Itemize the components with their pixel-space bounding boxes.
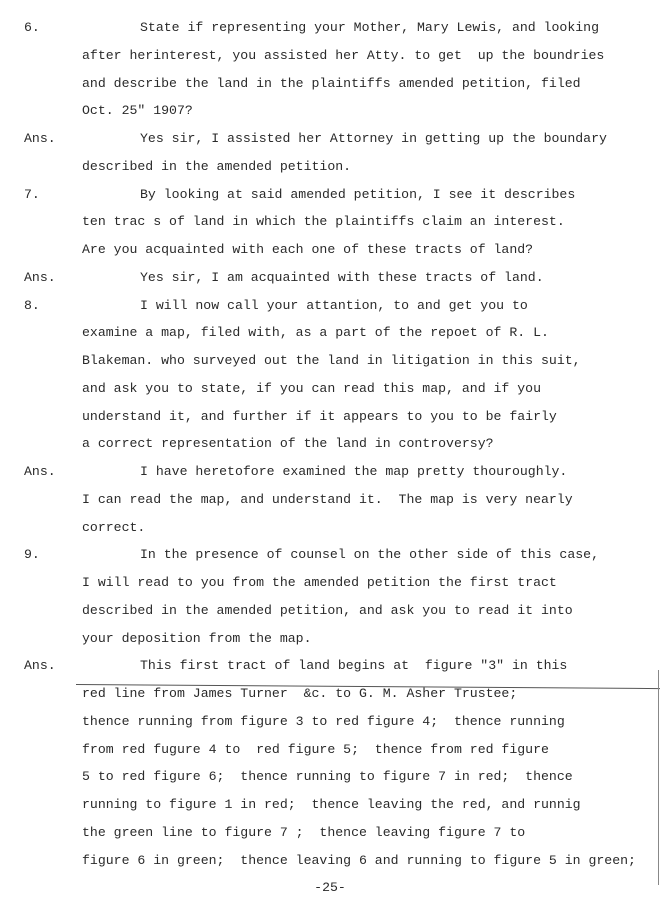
document-line bbox=[0, 187, 660, 207]
line-text: the green line to figure 7 ; thence leaving figure 7 to bbox=[82, 824, 526, 840]
question-label: 7. bbox=[24, 186, 40, 202]
document-line bbox=[0, 214, 660, 234]
line-text: State if representing your Mother, Mary Lewis, and looking bbox=[140, 20, 599, 35]
document-line bbox=[0, 742, 660, 762]
document-line bbox=[0, 270, 660, 290]
line-text: and ask you to state, if you can read this map, and if you bbox=[82, 380, 541, 396]
line-text: and describe the land in the plaintiffs amended petition, filed bbox=[82, 75, 581, 91]
question-label: Ans. bbox=[24, 131, 56, 146]
document-line bbox=[0, 131, 660, 151]
line-text: By looking at said amended petition, I see it describes bbox=[140, 186, 576, 202]
document-line bbox=[0, 20, 660, 40]
document-line bbox=[0, 603, 660, 623]
line-text: Yes sir, I assisted her Attorney in getting up the boundary bbox=[140, 131, 607, 146]
question-label: 8. bbox=[24, 297, 40, 313]
document-line bbox=[0, 298, 660, 318]
line-text: In the presence of counsel on the other side of this case, bbox=[140, 547, 599, 563]
document-line bbox=[0, 658, 660, 678]
line-text: examine a map, filed with, as a part of the repoet of R. L. bbox=[82, 325, 549, 341]
document-line bbox=[0, 409, 660, 429]
line-text: This first tract of land begins at figure "3" in this bbox=[140, 658, 568, 674]
line-text: described in the amended petition. bbox=[82, 158, 352, 174]
line-text: understand it, and further if it appears to you to be fairly bbox=[82, 408, 557, 424]
document-line bbox=[0, 103, 660, 123]
document-line bbox=[0, 48, 660, 68]
document-line bbox=[0, 436, 660, 456]
line-text: Yes sir, I am acquainted with these tracts of land. bbox=[140, 269, 544, 285]
line-text: from red fugure 4 to red figure 5; thence from red figure bbox=[82, 741, 549, 757]
document-line bbox=[0, 325, 660, 345]
document-line bbox=[0, 492, 660, 512]
line-text: ten trac s of land in which the plaintiffs claim an interest. bbox=[82, 214, 565, 230]
document-line bbox=[0, 686, 660, 706]
document-line bbox=[0, 159, 660, 179]
document-line bbox=[0, 381, 660, 401]
question-label: Ans. bbox=[24, 464, 56, 479]
line-text: thence running from figure 3 to red figure 4; thence running bbox=[82, 713, 565, 729]
line-text: 5 to red figure 6; thence running to figure 7 in red; thence bbox=[82, 769, 573, 785]
line-text: after herinterest, you assisted her Atty. to get up the boundries bbox=[82, 47, 605, 63]
line-text: your deposition from the map. bbox=[82, 630, 312, 646]
document-line bbox=[0, 825, 660, 845]
document-line bbox=[0, 631, 660, 651]
document-line bbox=[0, 797, 660, 817]
line-text: figure 6 in green; thence leaving 6 and running to figure 5 in green; bbox=[82, 852, 636, 868]
document-line bbox=[0, 520, 660, 540]
document-line bbox=[0, 853, 660, 873]
line-text: Blakeman. who surveyed out the land in litigation in this suit, bbox=[82, 353, 581, 368]
question-label: Ans. bbox=[24, 658, 56, 674]
line-text: I will now call your attantion, to and get you to bbox=[140, 297, 528, 313]
question-label: Ans. bbox=[24, 269, 56, 285]
line-text: Oct. 25" 1907? bbox=[82, 103, 193, 119]
page-number: -25- bbox=[314, 880, 346, 895]
document-line bbox=[0, 547, 660, 567]
line-text: I can read the map, and understand it. The map is very nearly bbox=[82, 491, 573, 507]
question-label: 9. bbox=[24, 547, 40, 563]
document-line bbox=[0, 464, 660, 484]
document-line bbox=[0, 353, 660, 373]
line-text: a correct representation of the land in controversy? bbox=[82, 436, 494, 452]
line-text: correct. bbox=[82, 519, 146, 535]
document-line bbox=[0, 242, 660, 262]
document-line bbox=[0, 714, 660, 734]
question-label: 6. bbox=[24, 20, 40, 35]
line-text: red line from James Turner &c. to G. M. Asher Trustee; bbox=[82, 686, 518, 701]
line-text: described in the amended petition, and ask you to read it into bbox=[82, 602, 573, 618]
line-text: I have heretofore examined the map pretty thouroughly. bbox=[140, 464, 568, 479]
document-line bbox=[0, 76, 660, 96]
document-line bbox=[0, 769, 660, 789]
line-text: I will read to you from the amended petition the first tract bbox=[82, 575, 557, 590]
document-line bbox=[0, 575, 660, 595]
page-edge bbox=[658, 670, 659, 885]
line-text: Are you acquainted with each one of these tracts of land? bbox=[82, 242, 534, 257]
line-text: running to figure 1 in red; thence leaving the red, and runnig bbox=[82, 797, 581, 812]
